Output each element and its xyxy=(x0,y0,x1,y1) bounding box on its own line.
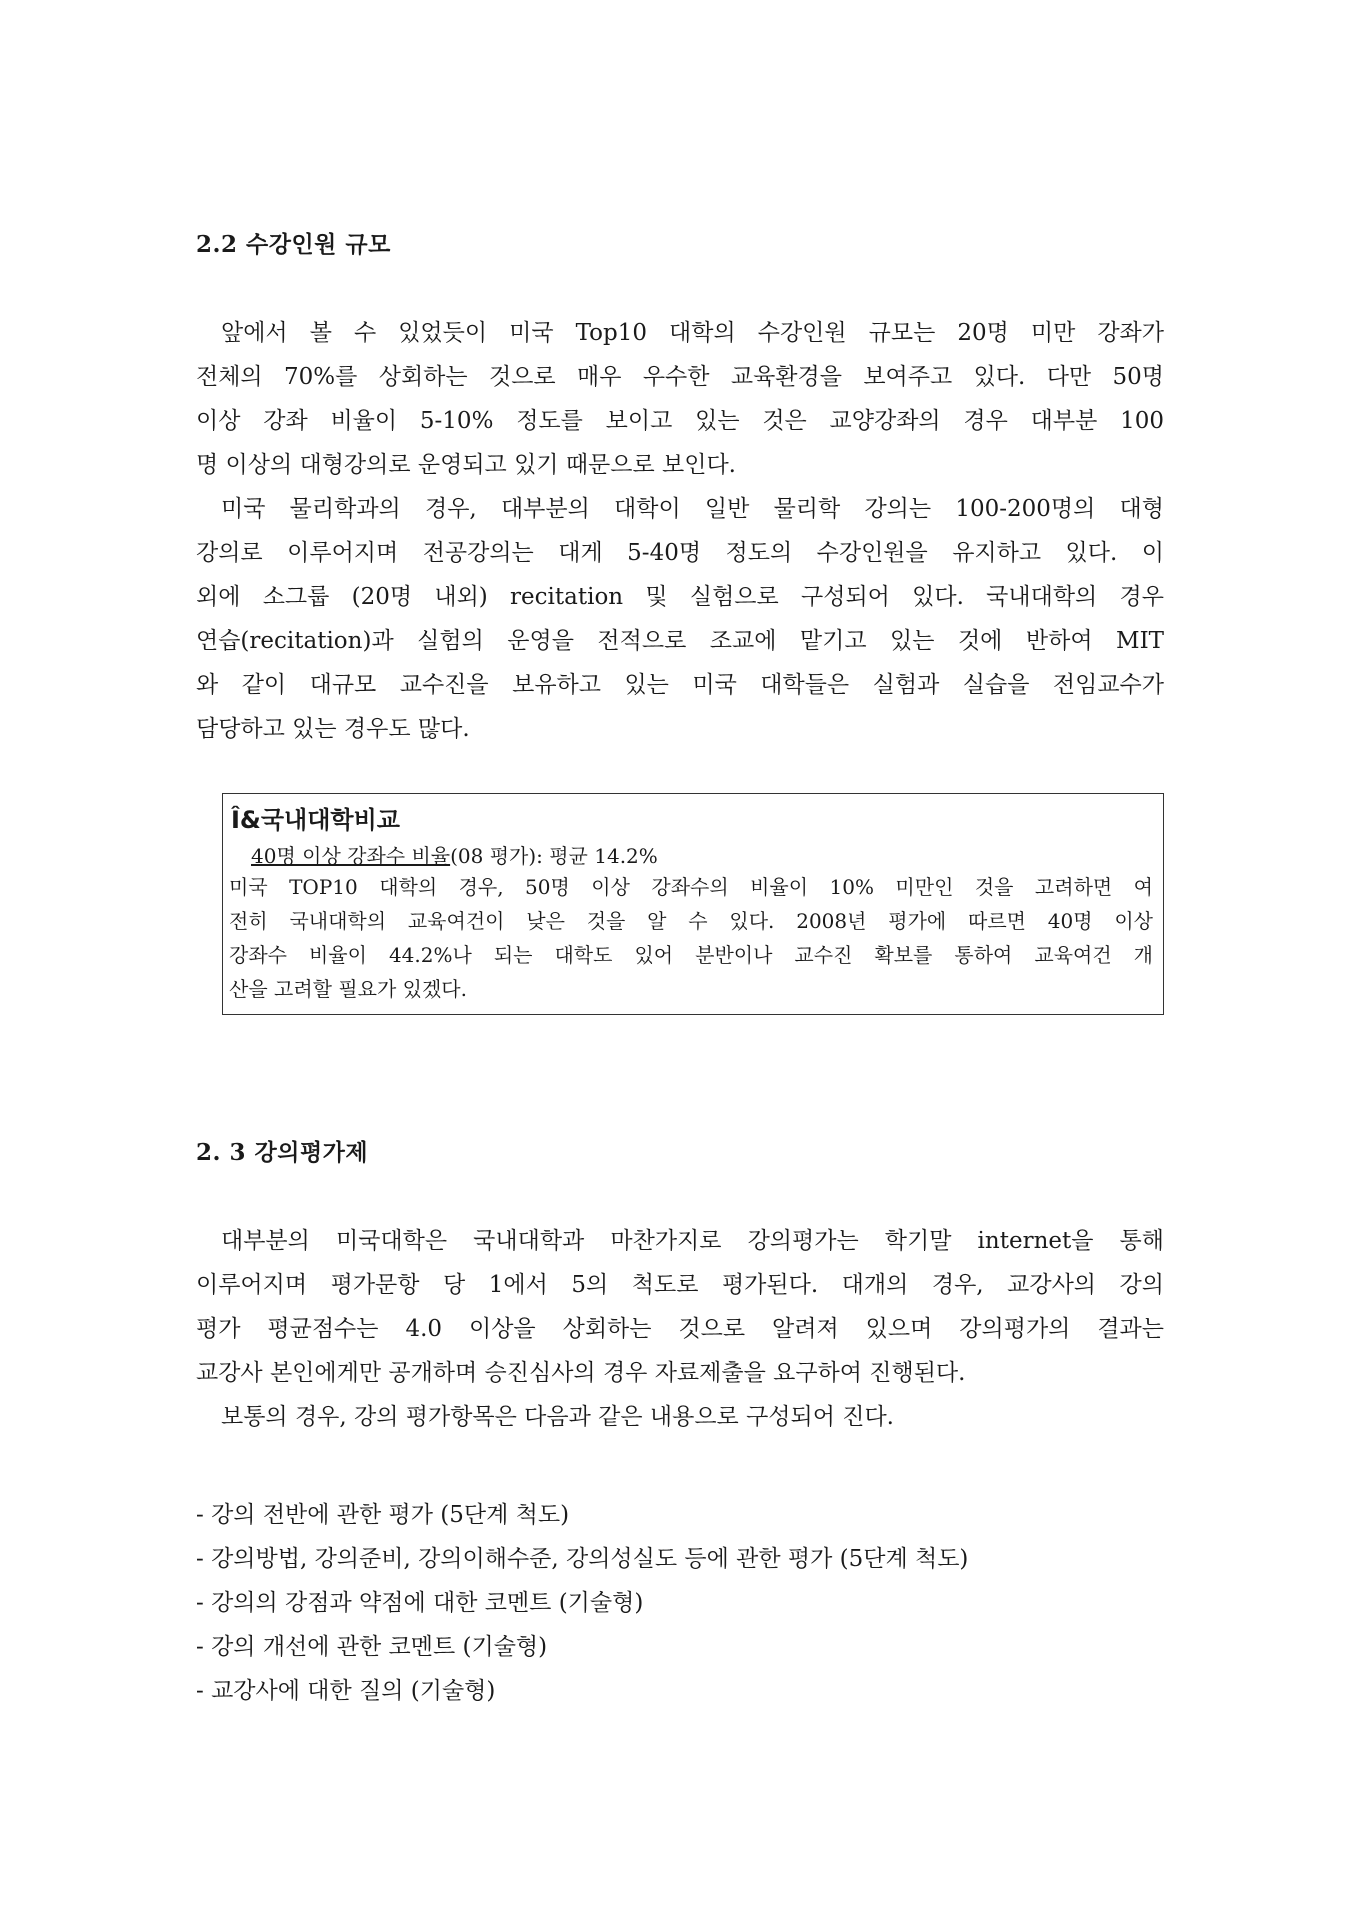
paragraph-line: 담당하고 있는 경우도 많다. xyxy=(196,716,470,742)
list-item: - 강의의 강점과 약점에 대한 코멘트 (기술형) xyxy=(196,1590,644,1616)
paragraph-line: 외에 소그룹 (20명 내외) recitation 및 실험으로 구성되어 있다. 국내대학의 경우 xyxy=(196,584,1164,610)
list-item: - 교강사에 대한 질의 (기술형) xyxy=(196,1678,496,1704)
paragraph-line: 대부분의 미국대학은 국내대학과 마찬가지로 강의평가는 학기말 internet을 통해 xyxy=(221,1228,1164,1254)
callout-line: 강좌수 비율이 44.2%나 되는 대학도 있어 분반이나 교수진 확보를 통하여 교육여건 개 xyxy=(229,943,1153,967)
paragraph-line: 교강사 본인에게만 공개하며 승진심사의 경우 자료제출을 요구하여 진행된다. xyxy=(196,1360,966,1386)
list-item: - 강의 개선에 관한 코멘트 (기술형) xyxy=(196,1634,548,1660)
section-heading-2-2: 2.2 수강인원 규모 xyxy=(196,231,391,258)
paragraph-line: 전체의 70%를 상회하는 것으로 매우 우수한 교육환경을 보여주고 있다. 다만 50명 xyxy=(196,364,1164,390)
list-item: - 강의 전반에 관한 평가 (5단계 척도) xyxy=(196,1502,570,1528)
paragraph-line: 앞에서 볼 수 있었듯이 미국 Top10 대학의 수강인원 규모는 20명 미만 강좌가 xyxy=(221,320,1164,346)
callout-line: 미국 TOP10 대학의 경우, 50명 이상 강좌수의 비율이 10% 미만인 것을 고려하면 여 xyxy=(229,875,1153,899)
callout-line: 전히 국내대학의 교육여건이 낮은 것을 알 수 있다. 2008년 평가에 따르면 40명 이상 xyxy=(229,909,1153,933)
paragraph-line: 미국 물리학과의 경우, 대부분의 대학이 일반 물리학 강의는 100-200명의 대형 xyxy=(221,496,1164,522)
paragraph-line: 평가 평균점수는 4.0 이상을 상회하는 것으로 알려져 있으며 강의평가의 결과는 xyxy=(196,1316,1164,1342)
paragraph-line: 보통의 경우, 강의 평가항목은 다음과 같은 내용으로 구성되어 진다. xyxy=(221,1404,894,1430)
paragraph-line: 이상 강좌 비율이 5-10% 정도를 보이고 있는 것은 교양강좌의 경우 대부분 100 xyxy=(196,408,1164,434)
callout-subtitle xyxy=(251,840,658,869)
comparison-callout-box xyxy=(222,793,1164,1015)
paragraph-line: 이루어지며 평가문항 당 1에서 5의 척도로 평가된다. 대개의 경우, 교강사의 강의 xyxy=(196,1272,1164,1298)
paragraph-line: 명 이상의 대형강의로 운영되고 있기 때문으로 보인다. xyxy=(196,452,736,478)
callout-title: Î&국내대학비교 xyxy=(231,806,400,834)
list-item: - 강의방법, 강의준비, 강의이해수준, 강의성실도 등에 관한 평가 (5단계 척도) xyxy=(196,1546,969,1572)
callout-line: 산을 고려할 필요가 있겠다. xyxy=(229,977,467,1001)
paragraph-line: 와 같이 대규모 교수진을 보유하고 있는 미국 대학들은 실험과 실습을 전임교수가 xyxy=(196,672,1164,698)
callout-subtitle-rest: (08 평가): 평균 14.2% xyxy=(450,844,658,868)
callout-subtitle-underlined: 40명 이상 강좌수 비율 xyxy=(251,844,451,868)
paragraph-line: 연습(recitation)과 실험의 운영을 전적으로 조교에 맡기고 있는 것에 반하여 MIT xyxy=(196,628,1164,654)
paragraph-line: 강의로 이루어지며 전공강의는 대게 5-40명 정도의 수강인원을 유지하고 있다. 이 xyxy=(196,540,1164,566)
section-heading-2-3: 2. 3 강의평가제 xyxy=(196,1139,369,1166)
